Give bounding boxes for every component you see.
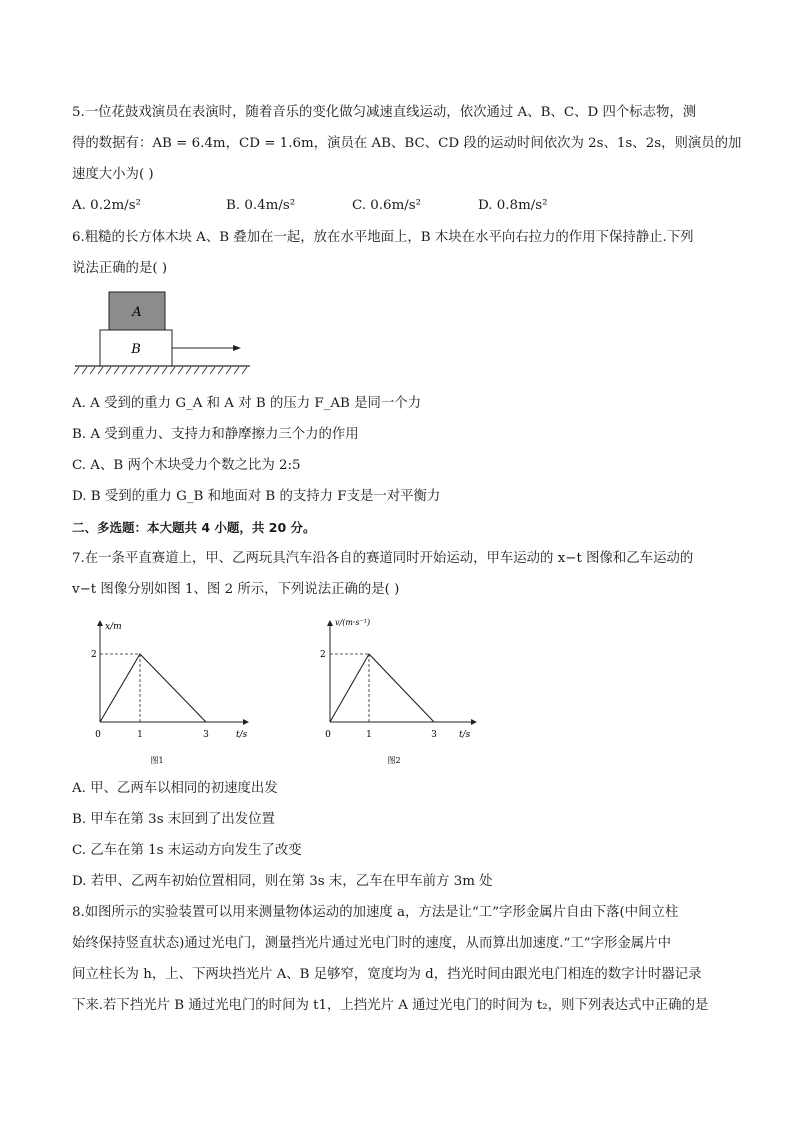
q7-line-1: 7.在一条平直赛道上，甲、乙两玩具汽车沿各自的赛道同时开始运动，甲车运动的 x−t 图像和乙车运动的 [72,551,694,566]
fig1-y-axis-label: x/m [105,622,122,632]
q7-option-a: A. 甲、乙两车以相同的初速度出发 [72,781,278,796]
q6-option-d: D. B 受到的重力 G_B 和地面对 B 的支持力 F支是一对平衡力 [72,489,441,504]
section-heading-multi-choice: 二、多选题：本大题共 4 小题，共 20 分。 [72,520,316,535]
q8-line-1: 8.如图所示的实验装置可以用来测量物体运动的加速度 a，方法是让“工”字形金属片自由下落(中间立柱 [72,905,679,920]
q7-figure-2-vt-graph [316,615,486,770]
q5-line-3: 速度大小为( ) [72,167,154,182]
fig1-x-tick-0: 0 [95,730,101,740]
fig2-y-tick-2: 2 [320,650,326,660]
q5-option-b: B. 0.4m/s² [226,198,296,213]
q7-figure-1-xt-graph [88,615,258,770]
q8-line-2: 始终保持竖直状态)通过光电门，测量挡光片通过光电门时的速度，从而算出加速度.“工”字形金属片中 [72,936,671,951]
fig1-y-tick-2: 2 [91,650,97,660]
fig2-x-tick-3: 3 [431,730,437,740]
q8-line-4: 下来.若下挡光片 B 通过光电门的时间为 t1，上挡光片 A 通过光电门的时间为 t₂，则下列表达式中正确的是 [72,998,709,1013]
fig2-data-line [330,654,434,722]
q8-line-3: 间立柱长为 h，上、下两块挡光片 A、B 足够窄，宽度均为 d，挡光时间由跟光电门相连的数字计时器记录 [72,967,702,982]
fig1-data-line [100,654,206,722]
q6-option-a: A. A 受到的重力 G_A 和 A 对 B 的压力 F_AB 是同一个力 [72,396,422,411]
block-a-label: A [132,305,142,320]
fig1-x-tick-1: 1 [137,730,143,740]
q6-blocks-figure [70,288,260,378]
q6-option-c: C. A、B 两个木块受力个数之比为 2:5 [72,458,301,473]
fig2-x-axis-label: t/s [459,730,471,740]
fig1-x-tick-3: 3 [203,730,209,740]
q7-option-b: B. 甲车在第 3s 末回到了出发位置 [72,812,275,827]
fig2-y-axis-label: v/(m·s⁻¹) [335,618,371,627]
q7-option-d: D. 若甲、乙两车初始位置相同，则在第 3s 末，乙车在甲车前方 3m 处 [72,874,493,889]
q5-option-a: A. 0.2m/s² [72,198,141,213]
q5-option-d: D. 0.8m/s² [478,198,548,213]
fig1-x-axis-label: t/s [236,730,248,740]
ground-hatching [74,367,247,374]
arrow-head-icon [233,345,241,351]
fig2-caption: 图2 [387,756,401,765]
q7-line-2: v−t 图像分别如图 1、图 2 所示，下列说法正确的是( ) [72,582,400,597]
q5-option-c: C. 0.6m/s² [352,198,422,213]
fig1-caption: 图1 [150,756,164,765]
fig2-x-tick-1: 1 [366,730,372,740]
q7-option-c: C. 乙车在第 1s 末运动方向发生了改变 [72,843,302,858]
q6-line-2: 说法正确的是( ) [72,261,168,276]
q6-line-1: 6.粗糙的长方体木块 A、B 叠加在一起，放在水平地面上，B 木块在水平向右拉力的作用下保持静止.下列 [72,230,694,245]
q6-option-b: B. A 受到重力、支持力和静摩擦力三个力的作用 [72,427,359,442]
fig2-x-tick-0: 0 [325,730,331,740]
q5-line-2: 得的数据有：AB = 6.4m，CD = 1.6m，演员在 AB、BC、CD 段的运动时间依次为 2s、1s、2s，则演员的加 [72,136,742,151]
q5-line-1: 5.一位花鼓戏演员在表演时，随着音乐的变化做匀减速直线运动，依次通过 A、B、C、D 四个标志物，测 [72,105,697,120]
block-b-label: B [131,342,141,357]
